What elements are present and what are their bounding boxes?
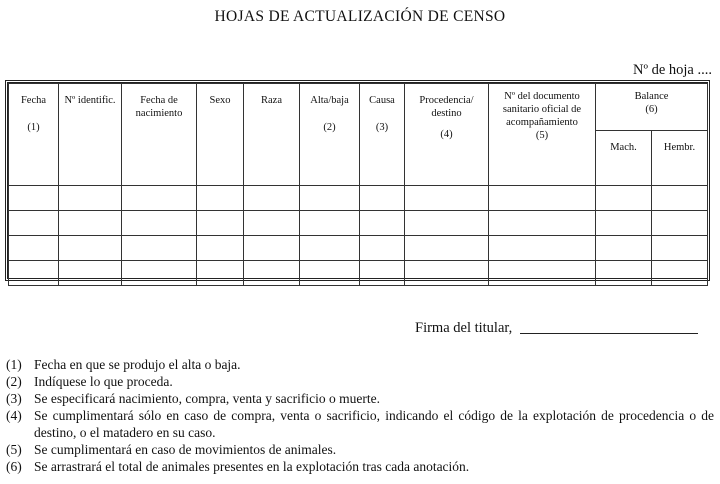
table-cell[interactable] [360,186,405,211]
header-fecha-label: Fecha [20,95,47,106]
footnote-number: (2) [6,374,22,389]
table-cell[interactable] [9,186,59,211]
footnote-text: Se cumplimentará sólo en caso de compra, venta o sacrificio, indicando el código de la explotación de procedencia o de destino, o el matadero en su caso. [34,408,714,440]
footnote-item [6,407,714,441]
table-cell[interactable] [197,236,244,261]
header-machos: Mach. [596,131,652,186]
table-cell[interactable] [652,261,708,286]
table-cell[interactable] [360,261,405,286]
footnote-text: Se arrastrará el total de animales presentes en la explotación tras cada anotación. [34,459,470,474]
table-cell[interactable] [360,211,405,236]
table-row [9,186,708,211]
footnote-text: Indíquese lo que proceda. [34,374,173,389]
note-ref-2: (2) [323,122,336,133]
table-cell[interactable] [59,211,122,236]
census-update-table [8,83,708,286]
table-cell[interactable] [405,186,489,211]
footnote-text: Se cumplimentará en caso de movimientos de animales. [34,442,337,457]
table-cell[interactable] [244,211,300,236]
table-cell[interactable] [489,211,596,236]
table-cell[interactable] [59,261,122,286]
header-alta-baja [300,84,360,186]
footnote-item [6,390,714,407]
footnote-number: (3) [6,391,22,406]
table-cell[interactable] [197,186,244,211]
table-cell[interactable] [489,261,596,286]
table-cell[interactable] [300,211,360,236]
table-cell[interactable] [244,186,300,211]
footnote-item [6,458,714,475]
footnote-item [6,356,714,373]
table-cell[interactable] [652,236,708,261]
table-row [9,211,708,236]
note-ref-3: (3) [375,122,389,133]
signature-block [415,320,698,337]
signature-line[interactable] [520,333,698,334]
header-nacimiento: Fecha de nacimiento [122,84,197,186]
footnote-item [6,441,714,458]
header-causa [360,84,405,186]
table-cell[interactable] [300,236,360,261]
header-causa-label: Causa [369,95,395,106]
footnote-text: Fecha en que se produjo el alta o baja. [34,357,241,372]
header-documento-label: Nº del documento sanitario oficial de acompañamiento [502,91,582,128]
table-cell[interactable] [122,261,197,286]
header-balance-label: Balance [634,91,669,102]
header-sexo: Sexo [197,84,244,186]
footnote-number: (4) [6,408,22,423]
table-cell[interactable] [122,236,197,261]
table-cell[interactable] [596,236,652,261]
footnote-number: (1) [6,357,22,372]
table-cell[interactable] [197,261,244,286]
table-cell[interactable] [244,236,300,261]
header-procedencia [405,84,489,186]
header-raza: Raza [244,84,300,186]
table-cell[interactable] [9,236,59,261]
table-cell[interactable] [596,186,652,211]
header-procedencia-label: Procedencia/ destino [419,95,474,119]
header-documento [489,84,596,186]
table-cell[interactable] [405,211,489,236]
page-title: HOJAS DE ACTUALIZACIÓN DE CENSO [214,8,506,25]
note-ref-5: (5) [535,130,549,141]
header-balance [596,84,708,131]
table-cell[interactable] [489,236,596,261]
header-id: Nº identific. [59,84,122,186]
table-cell[interactable] [59,236,122,261]
header-alta-baja-label: Alta/baja [310,95,349,106]
footnote-number: (5) [6,442,22,457]
table-cell[interactable] [122,186,197,211]
table-cell[interactable] [59,186,122,211]
note-ref-1: (1) [27,122,40,133]
table-cell[interactable] [652,186,708,211]
table-cell[interactable] [489,186,596,211]
footnote-item [6,373,714,390]
table-cell[interactable] [197,211,244,236]
table-cell[interactable] [360,236,405,261]
header-hembras: Hembr. [652,131,708,186]
footnote-number: (6) [6,459,22,474]
table-cell[interactable] [244,261,300,286]
signature-label: Firma del titular, [415,320,513,336]
table-cell[interactable] [9,261,59,286]
note-ref-6: (6) [645,104,658,115]
table-cell[interactable] [300,186,360,211]
header-fecha [9,84,59,186]
table-row [9,261,708,286]
table-cell[interactable] [405,261,489,286]
table-cell[interactable] [405,236,489,261]
table-cell[interactable] [596,211,652,236]
footnotes [6,356,714,475]
note-ref-4: (4) [440,129,453,140]
table-cell[interactable] [300,261,360,286]
table-row [9,236,708,261]
table-cell[interactable] [9,211,59,236]
footnote-text: Se especificará nacimiento, compra, venta y sacrificio o muerte. [34,391,380,406]
sheet-number-label: Nº de hoja .... [633,62,712,78]
table-cell[interactable] [652,211,708,236]
table-cell[interactable] [596,261,652,286]
table-cell[interactable] [122,211,197,236]
